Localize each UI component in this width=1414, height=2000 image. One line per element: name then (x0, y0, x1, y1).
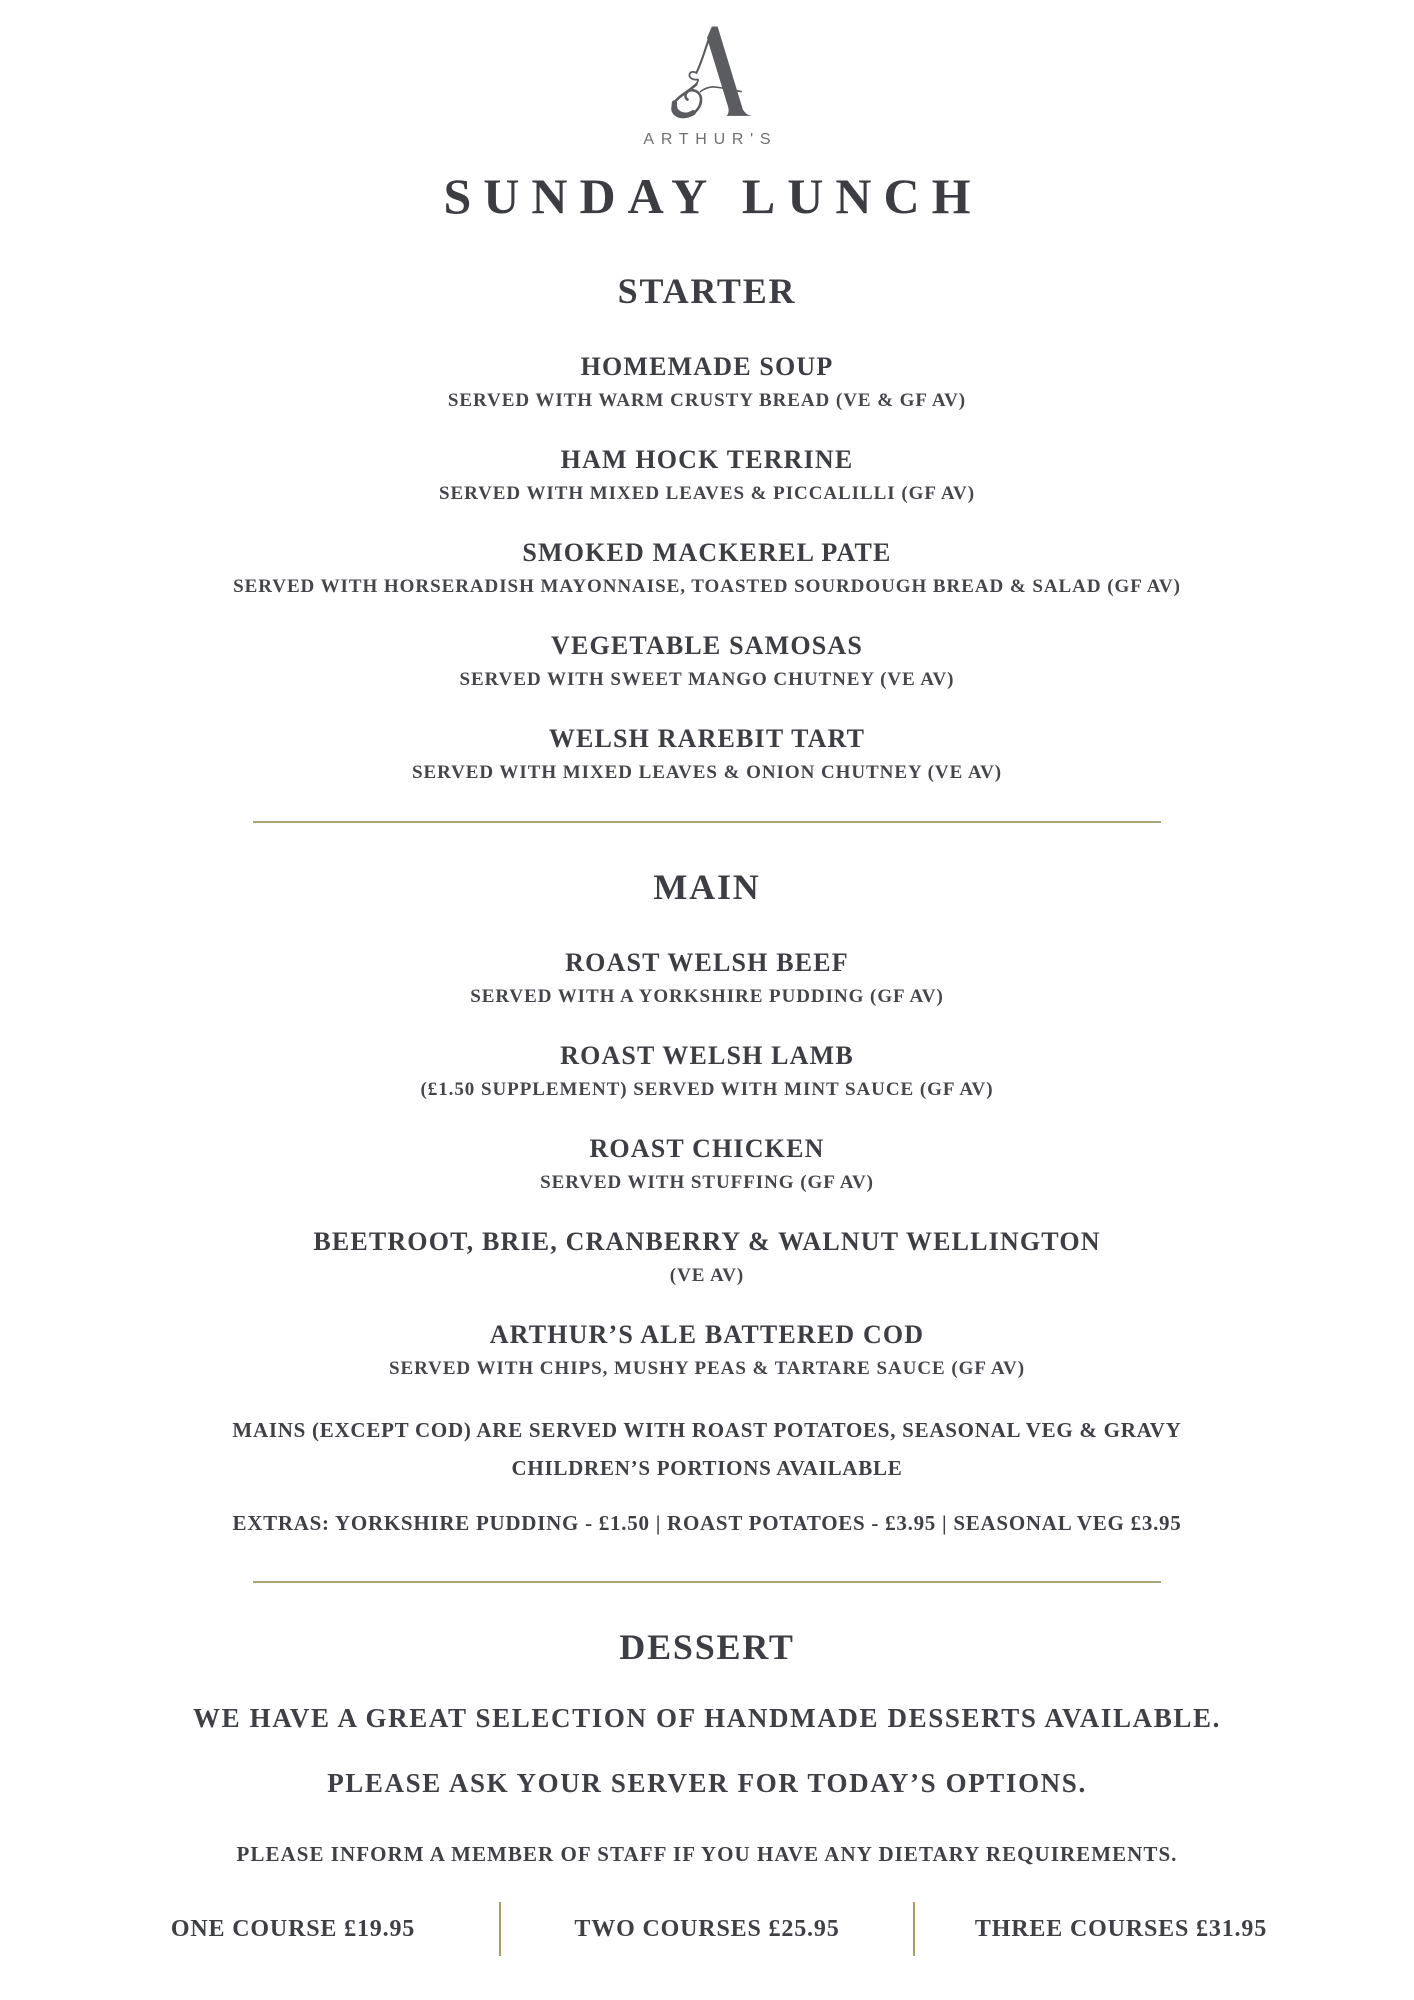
menu-footer (0, 1840, 1414, 1956)
pricing-bar (87, 1902, 1327, 1956)
price-option-two-courses: TWO COURSES £25.95 (574, 1916, 840, 1942)
menu-item (0, 536, 1414, 599)
item-desc: SERVED WITH CHIPS, MUSHY PEAS & TARTARE SAUCE (GF AV) (389, 1358, 1025, 1379)
menu-item (0, 443, 1414, 506)
section-heading-starter: STARTER (617, 271, 797, 311)
menu-item (0, 1318, 1414, 1381)
item-name: ROAST WELSH LAMB (560, 1041, 854, 1070)
item-desc: SERVED WITH SWEET MANGO CHUTNEY (VE AV) (459, 669, 955, 690)
section-heading-dessert: DESSERT (619, 1627, 795, 1667)
menu-item (0, 1225, 1414, 1288)
item-name: HOMEMADE SOUP (580, 352, 834, 381)
arthurs-logo-icon (661, 24, 753, 120)
item-name: BEETROOT, BRIE, CRANBERRY & WALNUT WELLINGTON (313, 1227, 1101, 1256)
section-heading-main: MAIN (653, 867, 761, 907)
item-desc: SERVED WITH STUFFING (GF AV) (540, 1172, 874, 1193)
item-desc: SERVED WITH HORSERADISH MAYONNAISE, TOASTED SOURDOUGH BREAD & SALAD (GF AV) (233, 576, 1181, 597)
price-option-three-courses: THREE COURSES £31.95 (974, 1916, 1268, 1942)
section-starter (0, 269, 1414, 785)
menu-item (0, 722, 1414, 785)
page-title: SUNDAY LUNCH (443, 168, 983, 224)
brand-logo (0, 24, 1414, 120)
item-desc: SERVED WITH WARM CRUSTY BREAD (VE & GF AV) (447, 390, 967, 411)
mains-note-line: MAINS (EXCEPT COD) ARE SERVED WITH ROAST POTATOES, SEASONAL VEG & GRAVY (232, 1418, 1182, 1442)
extras-note: EXTRAS: YORKSHIRE PUDDING - £1.50 | ROAST POTATOES - £3.95 | SEASONAL VEG £3.95 (232, 1511, 1182, 1535)
item-name: ROAST CHICKEN (589, 1134, 825, 1163)
item-name: WELSH RAREBIT TART (548, 724, 866, 753)
item-desc: SERVED WITH A YORKSHIRE PUDDING (GF AV) (470, 986, 944, 1007)
item-desc: (VE AV) (669, 1265, 745, 1286)
menu-item (0, 1039, 1414, 1102)
section-divider (253, 1581, 1161, 1583)
dessert-line: WE HAVE A GREAT SELECTION OF HANDMADE DESSERTS AVAILABLE. (193, 1703, 1221, 1733)
section-divider (253, 821, 1161, 823)
mains-notes (0, 1411, 1414, 1487)
item-name: SMOKED MACKEREL PATE (522, 538, 892, 567)
price-option-one-course: ONE COURSE £19.95 (170, 1916, 416, 1942)
item-desc: (£1.50 SUPPLEMENT) SERVED WITH MINT SAUCE (GF AV) (420, 1079, 994, 1100)
menu-item (0, 350, 1414, 413)
section-dessert (0, 1625, 1414, 1800)
menu-item (0, 629, 1414, 692)
item-desc: SERVED WITH MIXED LEAVES & ONION CHUTNEY (VE AV) (411, 762, 1003, 783)
menu-item (0, 946, 1414, 1009)
brand-name: ARTHUR'S (643, 131, 778, 148)
section-main (0, 865, 1414, 1537)
item-desc: SERVED WITH MIXED LEAVES & PICCALILLI (GF AV) (438, 483, 975, 504)
item-name: HAM HOCK TERRINE (560, 445, 854, 474)
menu-header (0, 24, 1414, 227)
mains-note-line: CHILDREN’S PORTIONS AVAILABLE (511, 1456, 903, 1480)
dietary-note: PLEASE INFORM A MEMBER OF STAFF IF YOU HAVE ANY DIETARY REQUIREMENTS. (236, 1842, 1178, 1866)
item-name: ROAST WELSH BEEF (565, 948, 849, 977)
dessert-line: PLEASE ASK YOUR SERVER FOR TODAY’S OPTIONS. (327, 1768, 1087, 1798)
menu-item (0, 1132, 1414, 1195)
item-name: VEGETABLE SAMOSAS (551, 631, 863, 660)
item-name: ARTHUR’S ALE BATTERED COD (489, 1320, 925, 1349)
